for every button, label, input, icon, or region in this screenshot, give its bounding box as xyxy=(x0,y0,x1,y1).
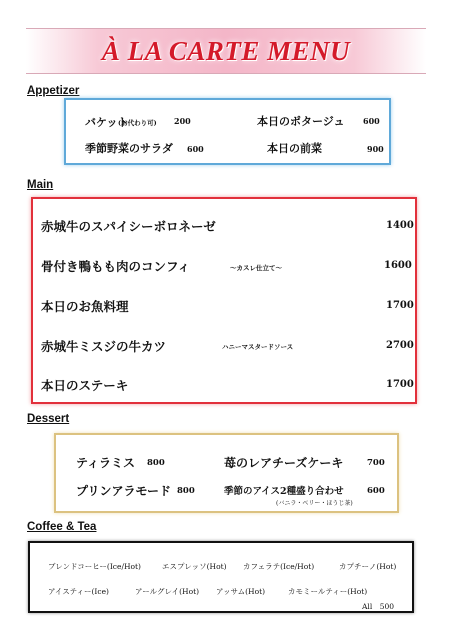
dessert-item-price: 800 xyxy=(177,486,195,496)
menu-title: À LA CARTE MENU xyxy=(101,36,351,66)
drink-item: アールグレイ(Hot) xyxy=(135,587,200,596)
main-box xyxy=(31,197,417,404)
title-banner xyxy=(26,28,426,74)
main-item-name: 本日のお魚料理 xyxy=(41,299,129,314)
dessert-item-name: ティラミス xyxy=(76,456,136,470)
appetizer-item-price: 200 xyxy=(174,116,191,126)
dessert-item-price: 600 xyxy=(367,486,385,496)
drink-item: エスプレッソ(Hot) xyxy=(162,562,227,571)
main-item-price: 1600 xyxy=(384,260,412,271)
appetizer-box xyxy=(64,98,391,165)
coffee-tea-heading: Coffee & Tea xyxy=(27,521,97,533)
main-item-name: 本日のステーキ xyxy=(41,378,129,393)
appetizer-item-note: (お代わり可) xyxy=(118,119,157,127)
main-item-note: ～カスレ仕立て～ xyxy=(230,264,282,272)
dessert-item-price: 700 xyxy=(367,458,385,468)
main-item-name: 赤城牛ミスジの牛カツ xyxy=(41,339,167,354)
main-item-name: 赤城牛のスパイシーボロネーゼ xyxy=(41,219,216,234)
main-item-price: 1700 xyxy=(386,300,414,311)
main-item-name: 骨付き鴨もも肉のコンフィ xyxy=(41,259,191,274)
dessert-item-note: (バニラ・ベリー・ほうじ茶) xyxy=(276,500,353,507)
appetizer-item-name: 本日の前菜 xyxy=(267,142,322,155)
drink-item: カフェラテ(Ice/Hot) xyxy=(243,562,315,571)
drink-item: ブレンドコーヒー(Ice/Hot) xyxy=(48,562,141,571)
appetizer-item-name: バケット xyxy=(85,116,129,129)
dessert-item-price: 800 xyxy=(147,458,165,468)
main-heading: Main xyxy=(27,179,54,191)
appetizer-item-name: 本日のポタージュ xyxy=(257,115,345,128)
drink-item: アッサム(Hot) xyxy=(216,587,266,596)
coffee-tea-box xyxy=(28,541,414,613)
dessert-item-name: プリンアラモード xyxy=(76,484,172,498)
appetizer-item-price: 600 xyxy=(363,116,380,126)
dessert-box xyxy=(54,433,399,513)
appetizer-item-name: 季節野菜のサラダ xyxy=(85,142,173,155)
drink-price-note: All 500 xyxy=(362,602,395,611)
main-item-price: 2700 xyxy=(386,340,414,351)
appetizer-heading: Appetizer xyxy=(27,85,80,97)
main-item-note: ハニーマスタードソース xyxy=(222,343,294,351)
dessert-heading: Dessert xyxy=(27,413,70,425)
drink-item: アイスティー(Ice) xyxy=(48,587,109,596)
drink-item: カモミールティー(Hot) xyxy=(288,587,368,596)
main-item-price: 1400 xyxy=(386,220,414,231)
dessert-item-name: 苺のレアチーズケーキ xyxy=(224,456,344,470)
appetizer-item-price: 900 xyxy=(367,144,384,154)
drink-item: カプチーノ(Hot) xyxy=(339,562,397,571)
main-item-price: 1700 xyxy=(386,379,414,390)
appetizer-item-price: 600 xyxy=(187,144,204,154)
dessert-item-name: 季節のアイス2種盛り合わせ xyxy=(224,486,344,497)
